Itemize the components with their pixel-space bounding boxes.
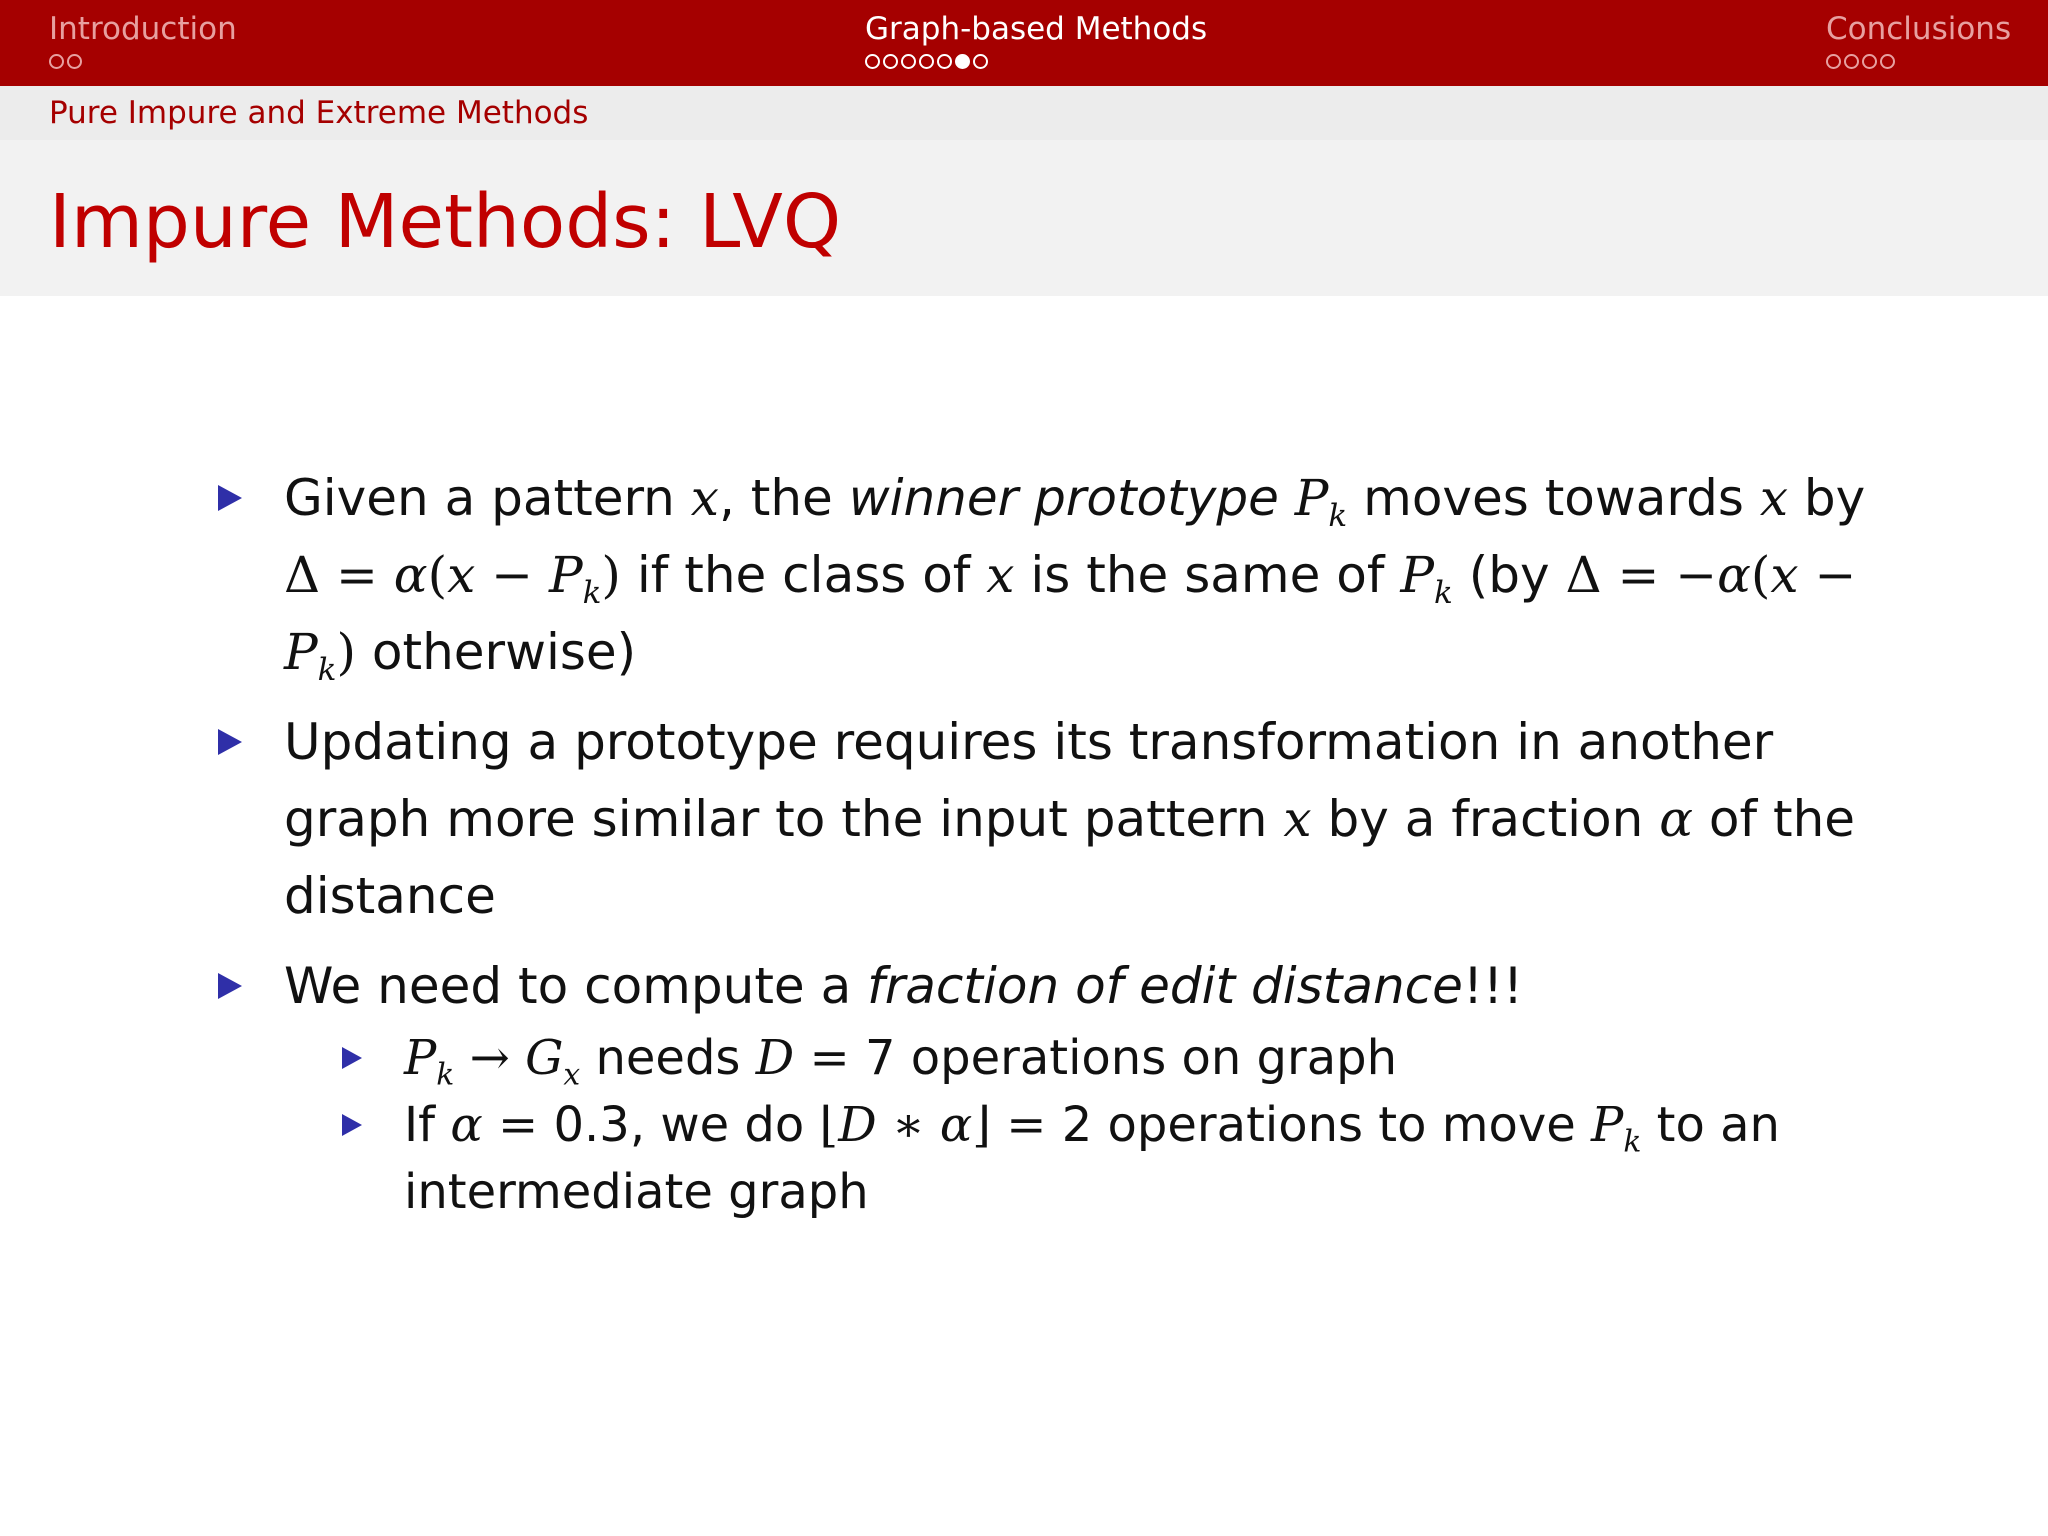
subsection-title[interactable]: Pure Impure and Extreme Methods (49, 95, 589, 131)
sub-bullet-item (342, 1092, 1878, 1226)
triangle-bullet-icon (342, 1114, 362, 1136)
frame-title: Impure Methods: LVQ (49, 179, 842, 265)
math: $P_k \to G_x$ (404, 1030, 581, 1093)
math: = (809, 1030, 850, 1086)
nav-dot[interactable] (973, 54, 988, 69)
nav-dots (49, 54, 237, 76)
nav-section-label: Introduction (49, 11, 237, 47)
frame-title-bar (0, 140, 2048, 296)
nav-dot[interactable] (49, 54, 64, 69)
nav-section-label: Graph-based Methods (865, 11, 1208, 47)
nav-dot[interactable] (67, 54, 82, 69)
text: moves towards (1363, 469, 1744, 527)
text: to an intermediate graph (404, 1097, 1780, 1220)
nav-dot[interactable] (865, 54, 880, 69)
text: is the same of (1030, 546, 1385, 604)
text: needs (595, 1030, 741, 1086)
math: $P_k$ (1294, 469, 1348, 534)
nav-dot[interactable] (1862, 54, 1877, 69)
nav-dot[interactable] (919, 54, 934, 69)
nav-dot[interactable] (1880, 54, 1895, 69)
sub-bullet-item (342, 1025, 1878, 1092)
sub-list (284, 1025, 1878, 1226)
bullet-item (218, 704, 1878, 935)
math: x (1759, 469, 1789, 527)
subsection-bar (0, 86, 2048, 140)
math: α (450, 1097, 483, 1153)
nav-dot[interactable] (883, 54, 898, 69)
math: D (755, 1030, 795, 1086)
emphasis-text: winner prototype (848, 469, 1279, 527)
math: = (498, 1097, 539, 1153)
math: x (1283, 790, 1312, 848)
math: $P_k$ (1400, 546, 1453, 611)
math: ⌊D ∗ α⌋ = (819, 1097, 1047, 1153)
nav-dot-current[interactable] (955, 54, 970, 69)
math: α (1659, 790, 1693, 848)
nav-section-conclusions[interactable] (1826, 10, 2011, 76)
nav-dot[interactable] (901, 54, 916, 69)
nav-dot[interactable] (937, 54, 952, 69)
text: of the distance (284, 790, 1856, 925)
text: (by (1468, 546, 1550, 604)
text: by a fraction (1327, 790, 1644, 848)
nav-dots (1826, 54, 2011, 76)
math: x (986, 546, 1015, 604)
triangle-bullet-icon (342, 1047, 362, 1069)
text: 2 operations to move (1061, 1097, 1576, 1153)
math: $\Delta = \alpha(x - P_k)$ (284, 546, 621, 611)
nav-section-label: Conclusions (1826, 11, 2012, 47)
nav-section-introduction[interactable] (49, 10, 237, 76)
slide-content (218, 460, 1878, 1239)
bullet-item (218, 460, 1878, 691)
math: $\Delta = -\alpha(x - P_k)$ (284, 546, 1857, 688)
text: by (1803, 469, 1866, 527)
nav-dots (865, 54, 1207, 76)
triangle-bullet-icon (218, 485, 242, 511)
triangle-bullet-icon (218, 729, 242, 755)
nav-section-graph-based-methods[interactable] (865, 10, 1207, 76)
text: If (404, 1097, 436, 1153)
text: !!! (1462, 957, 1524, 1015)
nav-dot[interactable] (1826, 54, 1841, 69)
text: 0.3, we do (553, 1097, 805, 1153)
text: Given a pattern (284, 469, 675, 527)
text: otherwise) (371, 623, 637, 681)
navigation-bar (0, 0, 2048, 86)
math: $P_k$ (1591, 1097, 1642, 1160)
text: Updating a prototype requires its transformation in another graph more similar to the input pattern (284, 713, 1774, 848)
text: , the (718, 469, 833, 527)
emphasis-text: fraction of edit distance (867, 957, 1463, 1015)
math: x (690, 469, 719, 527)
triangle-bullet-icon (218, 973, 242, 999)
text: 7 operations on graph (864, 1030, 1398, 1086)
nav-dot[interactable] (1844, 54, 1859, 69)
bullet-item (218, 948, 1878, 1226)
text: We need to compute a (284, 957, 852, 1015)
text: if the class of (636, 546, 971, 604)
